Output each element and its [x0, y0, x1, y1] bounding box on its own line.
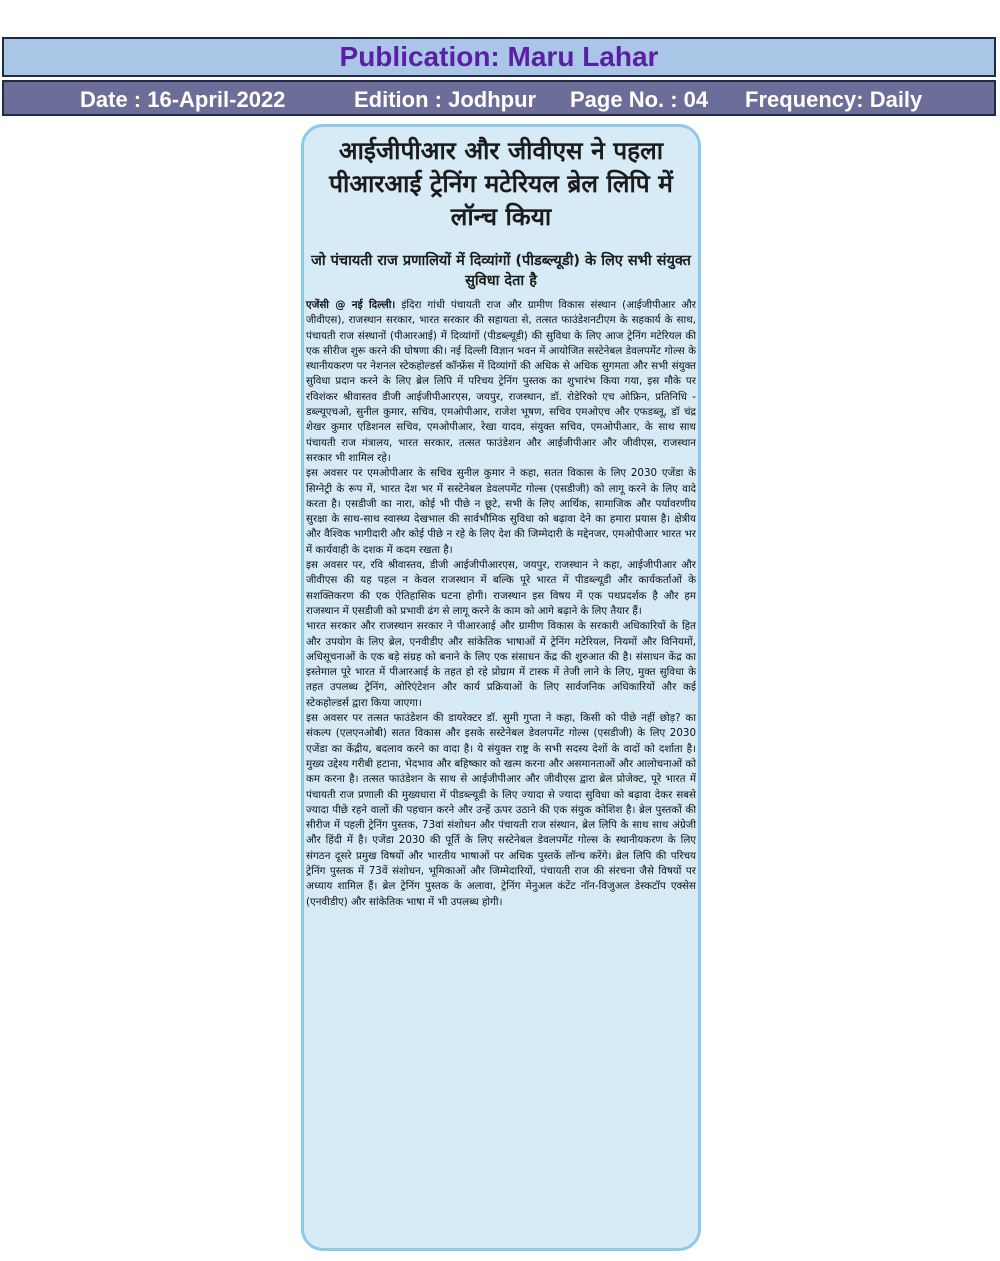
article-subheadline: जो पंचायती राज प्रणालियों में दिव्यांगों (पीडब्ल्यूडी) के लिए सभी संयुक्त सुविधा देता है — [311, 253, 691, 289]
edition: Edition : Jodhpur — [354, 87, 537, 112]
page-number: Page No. : 04 — [570, 87, 709, 112]
article-paragraph: भारत सरकार और राजस्थान सरकार ने पीआरआई और ग्रामीण विकास के सरकारी अधिकारियों के हित और उपयोग के लिए ब्रेल, एनवीडीए और सांकेतिक भाषाओं में ट्रेनिंग मटेरियल, नियमों और विनियमों, अधिसूचनाओं के एक बड़े संग्रह को बनाने के लिए एक संसाधन केंद्र की शुरुआत की है। संसाधन केंद्र का इस्तेमाल पूरे भारत में पीआरआई के तहत हो रहे प्रोग्राम में टास्क में तेजी लाने के लिए, मुक्त सुविधा के तहत उपलब्ध ट्रेनिंग, ओरिएंटेशन और कार्य प्रक्रियाओं के लिए सार्वजनिक अधिकारियों और कई स्टेकहोल्डर्स द्वारा किया जाएगा। — [306, 620, 696, 709]
publication-bar — [2, 37, 996, 77]
publication-date: Date : 16-April-2022 — [80, 87, 286, 112]
article-paragraph: इस अवसर पर एमओपीआर के सचिव सुनील कुमार ने कहा, सतत विकास के लिए 2030 एजेंडा के सिग्नेट्री के रूप में, भारत देश भर में सस्टेनेबल डेवलपमेंट गोल्स (एसडीजी) को लागू करने के लिए वादे करता है। एसडीजी का नारा, कोई भी पीछे न छूटे, सभी के लिए आर्थिक, सामाजिक और पर्यावरणीय सुरक्षा के साथ-साथ स्वास्थ्य देखभाल की सार्वभौमिक सुविधा को बढ़ावा देने का हमारा प्रयास है। क्षेत्रीय और वैश्विक भागीदारी और कोई पीछे न रहे के लिए देश की जिम्मेदारी के मद्देनजर, एमओपीआर भारत भर में कार्यवाही के दशक में कदम रखता है। — [306, 467, 696, 556]
article-dateline: एजेंसी @ नई दिल्ली। — [306, 299, 396, 311]
paragraph-text: इंदिरा गांधी पंचायती राज और ग्रामीण विकास संस्थान (आईजीपीआर और जीवीएस), राजस्थान सरकार, भारत सरकार की सहायता से, तत्सत फाउंडेशनटीएम के सहकार्य के साथ, पंचायती राज संस्थानों (पीआरआई) में दिव्यांगों (पीडब्ल्यूडी) की सुविधा के लिए आज ट्रेनिंग मटेरियल की एक सीरीज शुरू करने की घोषणा की। नई दिल्ली विज्ञान भवन में आयोजित सस्टेनेबल डेवलपमेंट गोल्स के स्थानीयकरण पर नेशनल स्टेकहोल्डर्स कॉन्फ्रेंस में दिव्यांगों की अधिक से अधिक सुगमता और सभी संयुक्त सुविधा प्रदान करने के लिए ब्रेल लिपि में परिचय ट्रेनिंग पुस्तक का शुभारंभ किया गया, इस मौके पर रविशंकर श्रीवास्तव डीजी आईजीपीआरएस, जयपुर, राजस्थान, डॉ. रोडेरिको एच ओफ्रिन, प्रतिनिधि - डब्ल्यूएचओ, सुनील कुमार, सचिव, एमओपीआर, राजेश भूषण, सचिव एमओएच और एफडब्लू, डॉ चंद्र शेखर कुमार एडिशनल सचिव, एमओपीआर, रेखा यादव, संयुक्त सचिव, एमओपीआर, के साथ साथ पंचायती राज मंत्रालय, भारत सरकार, तत्सत फाउंडेशन और आईजीपीआर और जीवीएस, राजस्थान सरकार भी शामिल रहे। — [306, 299, 697, 464]
article-paragraph: इस अवसर पर, रवि श्रीवास्तव, डीजी आईजीपीआरएस, जयपुर, राजस्थान ने कहा, आईजीपीआर और जीवीएस की यह पहल न केवल राजस्थान में बल्कि पूरे भारत में पीडब्ल्यूडी और कार्यकर्ताओं के सशक्तिकरण की एक ऐतिहासिक घटना होगी। राजस्थान इस विषय में एक पथप्रदर्शक है और हम राजस्थान में एसडीजी को प्रभावी ढंग से लागू करने के काम को आगे बढ़ाने के लिए तैयार हैं। — [306, 559, 696, 617]
article-paragraph: इस अवसर पर तत्सत फाउंडेशन की डायरेक्टर डॉ. सुमी गुप्ता ने कहा, किसी को पीछे नहीं छोड़? का संकल्प (एलएनओबी) सतत विकास और इसके सस्टेनेबल डेवलपमेंट गोल्स (एसडीजी) के लिए 2030 एजेंडा का केंद्रीय, बदलाव करने का वादा है। ये संयुक्त राष्ट्र के सभी सदस्य देशों के वादों को दर्शाता है। मुख्य उद्देश्य गरीबी हटाना, भेदभाव और बहिष्कार को खत्म करना और असमानताओं और आलोचनाओं को कम करना है। तत्सत फाउंडेशन के साथ से आईजीपीआर और जीवीएस द्वारा ब्रेल प्रोजेक्ट, पूरे भारत में पंचायती राज प्रणाली की मुख्यधारा में पीडब्ल्यूडी के लिए ज्यादा से ज्यादा सुविधा को बढ़ावा देकर सबसे ज्यादा पीछे रहने वालों की पहचान करने और उन्हें ऊपर उठाने की एक संयुक कोशिश है। ब्रेल पुस्तकों की सीरीज में पहली ट्रेनिंग पुस्तक, 73वां संशोधन और पंचायती राज संस्थान, ब्रेल लिपि के साथ साथ अंग्रेजी और हिंदी में है। एजेंडा 2030 की पूर्ति के लिए सस्टेनेबल डेवलपमेंट गोल्स के स्थानीयकरण के लिए संगठन दूसरे प्रमुख विषयों और भारतीय भाषाओं पर अधिक पुस्तकें लॉन्च करेंगे। ब्रेल लिपि की परिचय ट्रेनिंग पुस्तक में 73वें संशोधन, भूमिकाओं और जिम्मेदारियों, पंचायती राज की संरचना जैसे विषयों पर अध्याय शामिल हैं। ब्रेल ट्रेनिंग पुस्तक के अलावा, ट्रेनिंग मेनुअल कंटेंट नॉन-विजुअल डेस्कटॉप एक्सेस (एनवीडीए) और सांकेतिक भाषा में भी उपलब्ध होगी। — [306, 712, 696, 908]
publication-title: Publication: Maru Lahar — [339, 41, 659, 72]
frequency: Frequency: Daily — [745, 87, 923, 112]
article-paragraph — [306, 298, 696, 466]
metadata-bar — [2, 80, 996, 116]
article-body — [306, 298, 696, 910]
article-headline: आईजीपीआर और जीवीएस ने पहला पीआरआई ट्रेनिंग मटेरियल ब्रेल लिपि में लॉन्च किया — [329, 136, 673, 231]
